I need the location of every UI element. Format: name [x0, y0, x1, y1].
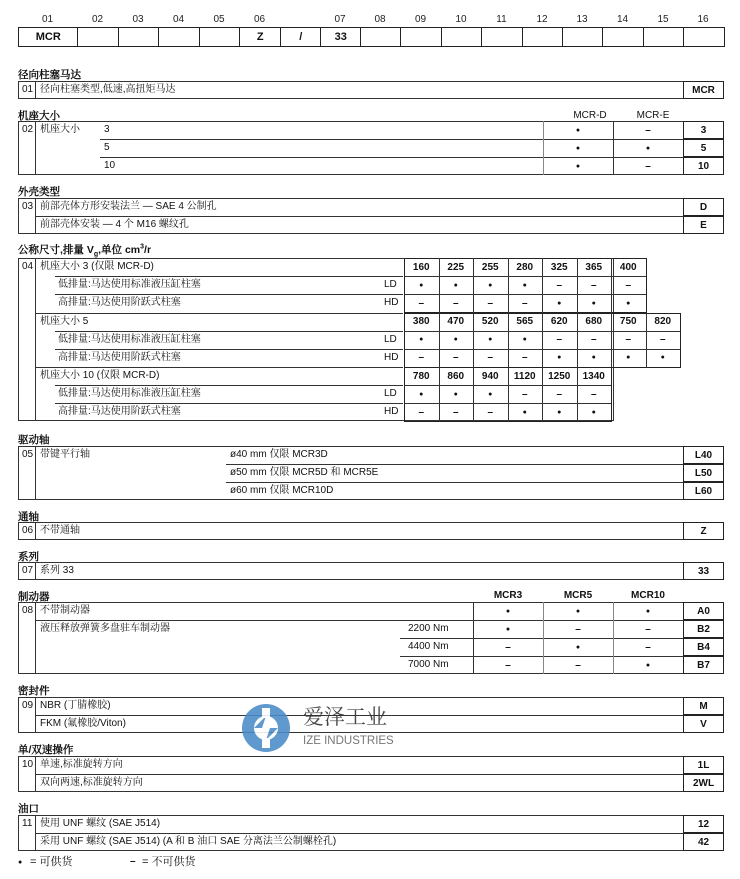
divider [35, 562, 36, 580]
displacement-size: 680 [585, 316, 603, 327]
section-number: 04 [22, 261, 34, 272]
divider [35, 367, 403, 368]
divider [35, 774, 724, 775]
code-position-box-13[interactable] [562, 27, 604, 47]
not-available-dash-icon [473, 638, 543, 656]
order-code-cell: 3 [683, 121, 724, 139]
order-code-cell: L50 [683, 464, 724, 482]
code-position-box-12[interactable] [522, 27, 564, 47]
section-title-through-shaft: 通轴 [18, 511, 39, 523]
displacement-size: 380 [412, 316, 430, 327]
available-dot-icon [613, 139, 683, 157]
available-dot-icon [543, 602, 613, 620]
divider [613, 121, 614, 175]
code-position-box-01[interactable]: MCR [18, 27, 79, 47]
not-available-dash-icon [543, 620, 613, 638]
legend-available-text: = 可供货 [30, 856, 73, 868]
not-available-dash-icon [439, 294, 474, 312]
not-available-dash-icon [508, 349, 543, 367]
section-title-frame-size: 机座大小 [18, 110, 60, 122]
divider [35, 602, 36, 674]
option-description: 前部壳体方形安装法兰 — SAE 4 公制孔 [40, 201, 217, 212]
section-title-seals: 密封件 [18, 685, 50, 697]
displacement-size: 160 [412, 261, 430, 273]
not-available-dash-icon [404, 403, 439, 421]
divider [35, 258, 36, 421]
divider [226, 482, 724, 483]
option-description: 径向柱塞类型,低速,高扭矩马达 [40, 84, 176, 95]
position-label: 11 [496, 14, 507, 25]
code-position-box-separator[interactable]: / [280, 27, 322, 47]
available-dot-icon [473, 602, 543, 620]
option-description: 前部壳体安装 — 4 个 M16 螺纹孔 [40, 219, 189, 230]
divider [35, 446, 36, 500]
order-code-cell: L60 [683, 482, 724, 500]
code-position-box-09[interactable] [400, 27, 443, 47]
section-number: 03 [22, 201, 34, 212]
divider [35, 81, 36, 99]
code-position-box-07[interactable]: 33 [320, 27, 362, 47]
code-position-box-14[interactable] [602, 27, 645, 47]
watermark-cn-text: 爱泽工业 [303, 706, 387, 729]
title-part: g [93, 251, 99, 259]
section-frame [18, 562, 724, 580]
option-description: 采用 UNF 螺纹 (SAE J514) (A 和 B 油口 SAE 分离法兰公制螺栓孔) [40, 836, 337, 847]
section-number: 09 [22, 700, 34, 711]
section-title-brake: 制动器 [18, 591, 50, 603]
not-available-dash-icon [611, 331, 646, 349]
option-description: 双向两速,标准旋转方向 [40, 777, 143, 788]
option-description: NBR (丁腈橡胶) [40, 700, 111, 711]
code-position-box-10[interactable] [441, 27, 483, 47]
position-label: 01 [41, 14, 54, 25]
not-available-dash-icon [611, 276, 646, 294]
order-code-cell: 42 [683, 833, 724, 851]
available-dot-icon [577, 349, 612, 367]
displacement-size: 225 [447, 261, 465, 273]
position-label: 09 [414, 14, 427, 25]
hd-code: HD [384, 297, 399, 308]
displacement-size: 255 [481, 261, 499, 273]
divider [35, 121, 36, 175]
divider [543, 121, 544, 175]
code-position-box-06[interactable]: Z [239, 27, 282, 47]
ld-code: LD [384, 388, 397, 399]
column-header-mcr10: MCR10 [631, 590, 665, 601]
displacement-size: 620 [550, 316, 568, 327]
available-dot-icon [473, 276, 508, 294]
divider [226, 464, 724, 465]
high-displacement-label: 高排量:马达使用阶跃式柱塞 [58, 297, 181, 308]
not-available-dash-icon [542, 385, 577, 403]
not-available-dash-icon [404, 349, 439, 367]
code-position-box-16[interactable] [683, 27, 725, 47]
brake-torque: 4400 Nm [408, 641, 449, 652]
high-displacement-label: 高排量:马达使用阶跃式柱塞 [58, 406, 181, 417]
displacement-size: 940 [481, 370, 499, 382]
not-available-dash-icon [439, 403, 474, 421]
column-header-mcr5: MCR5 [563, 590, 593, 601]
divider [55, 349, 403, 350]
section-title-speed-operation: 单/双速操作 [18, 744, 74, 756]
divider [55, 403, 403, 404]
available-dot-icon [473, 331, 508, 349]
section-frame [18, 522, 724, 540]
displacement-size: 780 [412, 370, 430, 382]
not-available-dash-icon [613, 638, 683, 656]
column-header-mcr-e: MCR-E [636, 110, 670, 121]
not-available-dash-icon [613, 620, 683, 638]
position-label: 16 [697, 14, 709, 25]
legend-not-available-text: = 不可供货 [142, 856, 196, 868]
frame-size-group-label: 机座大小 5 [40, 315, 89, 327]
not-available-dash-icon [473, 403, 508, 421]
available-dot-icon [404, 331, 439, 349]
code-position-box-05[interactable] [199, 27, 241, 47]
order-code-cell: A0 [683, 602, 724, 620]
not-available-dash-icon [646, 331, 681, 349]
displacement-size: 860 [447, 370, 465, 382]
section-number: 06 [22, 525, 34, 536]
hd-code: HD [384, 351, 399, 363]
available-dot-icon [542, 349, 577, 367]
order-code-cell: 5 [683, 139, 724, 157]
section-number: 10 [22, 759, 34, 770]
shaft-option: ø40 mm 仅限 MCR3D [230, 449, 328, 460]
order-code-cell: 2WL [683, 774, 724, 792]
legend-available-dot-icon [18, 856, 22, 867]
code-position-box-08[interactable] [360, 27, 402, 47]
not-available-dash-icon [473, 349, 508, 367]
available-dot-icon [508, 276, 543, 294]
position-label: 12 [536, 14, 548, 25]
available-dot-icon [543, 121, 613, 139]
not-available-dash-icon [543, 656, 613, 674]
not-available-dash-icon [542, 331, 577, 349]
high-displacement-label: 高排量:马达使用阶跃式柱塞 [58, 351, 181, 363]
order-code-cell: B4 [683, 638, 724, 656]
position-label: 10 [455, 14, 467, 25]
available-dot-icon [439, 331, 474, 349]
displacement-size: 820 [654, 316, 672, 327]
available-dot-icon [439, 276, 474, 294]
watermark-logo-icon [240, 702, 292, 754]
displacement-size: 565 [516, 316, 534, 327]
ld-code: LD [384, 279, 397, 290]
brake-type-label: 液压释放弹簧多盘驻车制动器 [40, 623, 170, 634]
divider [35, 313, 403, 314]
order-code-cell: 12 [683, 815, 724, 833]
available-dot-icon [508, 331, 543, 349]
available-dot-icon [613, 656, 683, 674]
frame-size-value: 3 [104, 124, 110, 135]
option-description: 不带制动器 [40, 605, 90, 616]
hd-code: HD [384, 406, 399, 417]
position-label: 05 [213, 14, 225, 25]
low-displacement-label: 低排量:马达使用标准液压缸柱塞 [58, 279, 201, 290]
not-available-dash-icon [508, 385, 543, 403]
frame-size-group-label: 机座大小 10 (仅限 MCR-D) [40, 370, 160, 381]
position-label: 08 [374, 14, 386, 25]
order-code-cell: L40 [683, 446, 724, 464]
order-code-cell: 33 [683, 562, 724, 580]
position-label: 03 [132, 14, 144, 25]
order-code-cell: 10 [683, 157, 724, 175]
available-dot-icon [473, 620, 543, 638]
available-dot-icon [404, 385, 439, 403]
displacement-size: 470 [447, 316, 465, 327]
available-dot-icon [543, 139, 613, 157]
displacement-size: 750 [619, 316, 637, 327]
divider [55, 385, 403, 386]
section-number: 05 [22, 449, 34, 460]
available-dot-icon [508, 403, 543, 421]
order-code-cell: MCR [683, 81, 724, 99]
available-dot-icon [473, 385, 508, 403]
section-title-displacement [18, 242, 151, 258]
divider [35, 833, 724, 834]
displacement-size: 520 [481, 316, 499, 327]
order-code-cell: E [683, 216, 724, 234]
displacement-size: 325 [550, 261, 568, 273]
title-part: 3 [140, 243, 145, 251]
available-dot-icon [404, 276, 439, 294]
divider [55, 331, 403, 332]
code-position-box-04[interactable] [158, 27, 201, 47]
divider [55, 294, 403, 295]
section-title-housing-type: 外壳类型 [18, 186, 60, 198]
divider [35, 216, 724, 217]
ld-code: LD [384, 333, 397, 345]
frame-size-group-label: 机座大小 3 (仅限 MCR-D) [40, 261, 154, 272]
not-available-dash-icon [473, 656, 543, 674]
not-available-dash-icon [404, 294, 439, 312]
order-code-cell: M [683, 697, 724, 715]
position-label: 13 [576, 14, 588, 25]
order-code-cell: D [683, 198, 724, 216]
not-available-dash-icon [613, 121, 683, 139]
shaft-option: ø50 mm 仅限 MCR5D 和 MCR5E [230, 467, 379, 478]
frame-size-value: 10 [104, 160, 116, 171]
title-part: ,单位 cm [98, 244, 141, 256]
option-description: 系列 33 [40, 565, 74, 576]
available-dot-icon [577, 403, 612, 421]
section-title-motor-type: 径向柱塞马达 [18, 69, 81, 81]
available-dot-icon [439, 385, 474, 403]
not-available-dash-icon [542, 276, 577, 294]
available-dot-icon [542, 294, 577, 312]
section-title-ports: 油口 [18, 803, 39, 815]
displacement-size: 1250 [548, 370, 571, 382]
section-number: 02 [22, 124, 34, 135]
code-position-box-02[interactable] [77, 27, 120, 47]
title-part: /r [144, 244, 152, 256]
not-available-dash-icon [473, 294, 508, 312]
low-displacement-label: 低排量:马达使用标准液压缸柱塞 [58, 388, 201, 399]
column-header-mcr3: MCR3 [493, 590, 523, 601]
legend-not-available-dash-icon [130, 856, 136, 867]
order-code-cell: V [683, 715, 724, 733]
not-available-dash-icon [577, 276, 612, 294]
option-description: 不带通轴 [40, 525, 80, 536]
displacement-size: 400 [619, 261, 637, 273]
title-part: 公称尺寸,排量 V [18, 244, 94, 256]
not-available-dash-icon [508, 294, 543, 312]
shaft-option: ø60 mm 仅限 MCR10D [230, 485, 334, 496]
available-dot-icon [577, 294, 612, 312]
watermark-en-text: IZE INDUSTRIES [303, 735, 394, 747]
section-number: 07 [22, 565, 34, 576]
section-number: 08 [22, 605, 34, 616]
position-label: 04 [172, 14, 185, 25]
position-label: 02 [91, 14, 104, 25]
low-displacement-label: 低排量:马达使用标准液压缸柱塞 [58, 333, 201, 345]
section-number: 11 [22, 818, 33, 829]
displacement-size: 1120 [513, 370, 536, 382]
not-available-dash-icon [577, 385, 612, 403]
order-code-cell: B2 [683, 620, 724, 638]
option-description: 使用 UNF 螺纹 (SAE J514) [40, 818, 161, 829]
available-dot-icon [611, 294, 646, 312]
displacement-size: 280 [516, 261, 534, 273]
displacement-size: 365 [585, 261, 603, 273]
divider [35, 522, 36, 540]
option-label: 带键平行轴 [40, 449, 90, 460]
code-position-box-03[interactable] [118, 27, 160, 47]
column-header-mcr-d: MCR-D [573, 110, 607, 121]
option-label: 机座大小 [40, 124, 80, 135]
order-code-cell: 1L [683, 756, 724, 774]
order-code-cell: Z [683, 522, 724, 540]
position-label: 06 [253, 14, 266, 25]
displacement-size: 1340 [582, 370, 605, 382]
available-dot-icon [542, 403, 577, 421]
option-description: FKM (氟橡胶/Viton) [40, 718, 126, 729]
available-dot-icon [613, 602, 683, 620]
order-code-cell: B7 [683, 656, 724, 674]
section-title-series: 系列 [18, 551, 39, 563]
not-available-dash-icon [439, 349, 474, 367]
available-dot-icon [611, 349, 646, 367]
frame-size-value: 5 [104, 142, 110, 153]
section-title-drive-shaft: 驱动轴 [18, 434, 50, 446]
available-dot-icon [646, 349, 681, 367]
position-label: 14 [616, 14, 629, 25]
code-position-box-15[interactable] [643, 27, 685, 47]
position-label: 15 [657, 14, 669, 25]
divider [55, 276, 403, 277]
section-number: 01 [22, 84, 34, 95]
brake-torque: 2200 Nm [408, 623, 449, 634]
not-available-dash-icon [613, 157, 683, 175]
option-description: 单速,标准旋转方向 [40, 759, 123, 770]
available-dot-icon [543, 638, 613, 656]
available-dot-icon [543, 157, 613, 175]
brake-torque: 7000 Nm [408, 659, 449, 670]
not-available-dash-icon [577, 331, 612, 349]
position-label: 07 [334, 14, 346, 25]
code-position-box-11[interactable] [481, 27, 524, 47]
